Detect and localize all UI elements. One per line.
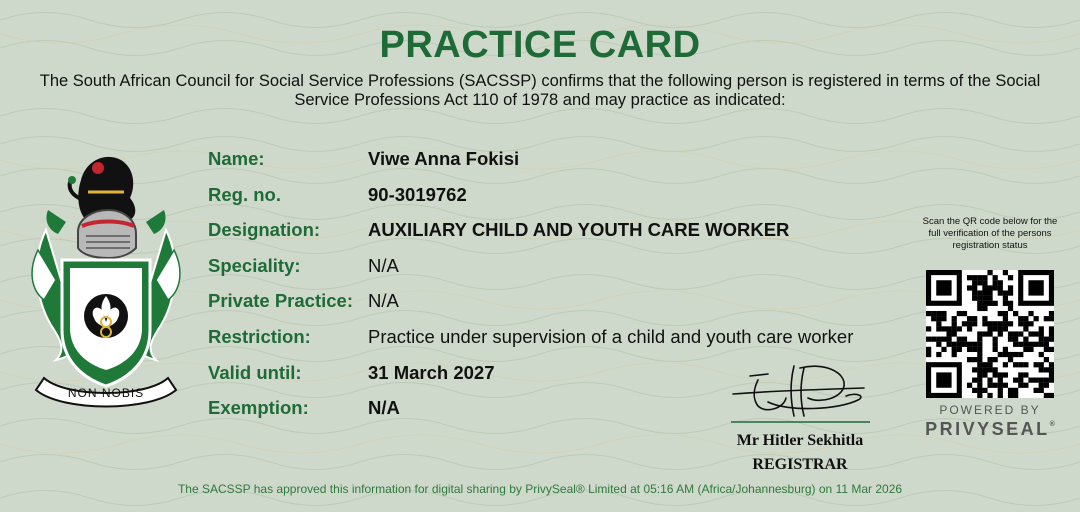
speciality-label: Speciality: bbox=[208, 255, 301, 276]
registrar-title: REGISTRAR bbox=[752, 456, 848, 473]
registrar-signature bbox=[728, 358, 873, 428]
field-row-reg-no bbox=[208, 184, 908, 210]
field-row-speciality bbox=[208, 255, 908, 281]
field-row-private-practice bbox=[208, 290, 908, 316]
intro-statement: The South African Council for Social Service Professions (SACSSP) confirms that the following person is registered in terms of the Social Service Professions Act 110 of 1978 and may practice as indicated: bbox=[39, 72, 1041, 109]
exemption-value: N/A bbox=[368, 397, 400, 418]
designation-label: Designation: bbox=[208, 219, 321, 240]
privyseal-logo bbox=[920, 419, 1060, 440]
name-value: Viwe Anna Fokisi bbox=[368, 148, 520, 169]
coat-of-arms-crest bbox=[26, 150, 186, 410]
registrar-name: Mr Hitler Sekhitla bbox=[736, 432, 864, 449]
powered-by-label: POWERED BY bbox=[939, 403, 1041, 417]
card-title: PRACTICE CARD bbox=[379, 24, 701, 66]
field-row-restriction bbox=[208, 326, 908, 352]
name-label: Name: bbox=[208, 148, 265, 169]
field-row-designation bbox=[208, 219, 908, 245]
private-practice-value: N/A bbox=[368, 290, 399, 311]
privyseal-wordmark: PRIVYSEAL bbox=[925, 419, 1050, 439]
qr-instruction: Scan the QR code below for the full verification of the persons registration status bbox=[922, 216, 1058, 251]
verification-qr-code[interactable] bbox=[926, 270, 1054, 398]
trademark-symbol: ® bbox=[1049, 421, 1055, 428]
restriction-value: Practice under supervision of a child and youth care worker bbox=[368, 326, 854, 347]
valid-until-label: Valid until: bbox=[208, 362, 302, 383]
exemption-label: Exemption: bbox=[208, 397, 309, 418]
sharing-approval-footer: The SACSSP has approved this information for digital sharing by PrivySeal® Limited at 05:16 AM (Africa/Johannesburg) on 11 Mar 2026 bbox=[177, 482, 903, 496]
designation-value: AUXILIARY CHILD AND YOUTH CARE WORKER bbox=[368, 219, 790, 240]
field-row-name bbox=[208, 148, 908, 174]
restriction-label: Restriction: bbox=[208, 326, 311, 347]
speciality-value: N/A bbox=[368, 255, 399, 276]
crest-motto: NON NOBIS bbox=[67, 386, 145, 400]
valid-until-value: 31 March 2027 bbox=[368, 362, 495, 383]
private-practice-label: Private Practice: bbox=[208, 290, 354, 311]
reg-no-label: Reg. no. bbox=[208, 184, 281, 205]
reg-no-value: 90-3019762 bbox=[368, 184, 467, 205]
